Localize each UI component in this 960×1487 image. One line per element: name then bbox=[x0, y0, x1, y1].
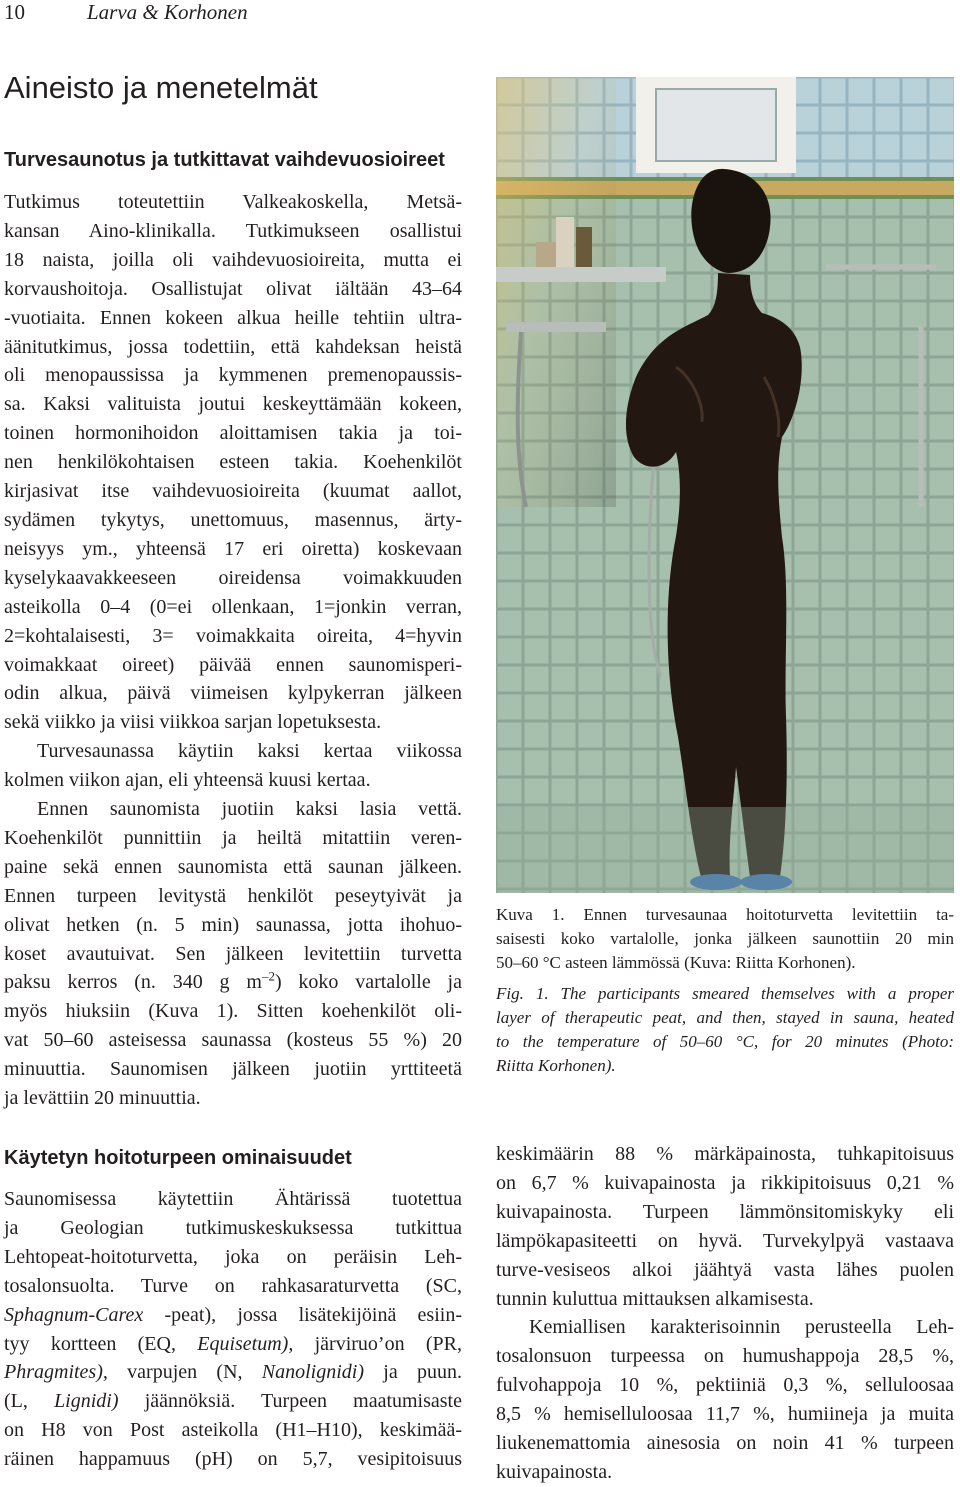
text-line: kirjasivat itse vaihdevuosioireita (kuumat aallot, bbox=[4, 480, 462, 503]
text-line: 8,5 % hemiselluloosaa 11,7 %, humiineja ja muita bbox=[496, 1403, 954, 1426]
text-line: sekä viikko ja viisi viikkoa sarjan lopetuksesta. bbox=[4, 711, 382, 734]
species-name: Phragmites), bbox=[4, 1361, 108, 1384]
figure-caption-fi bbox=[496, 903, 954, 975]
text-line: olivat hetken (n. 5 min) saunassa, jotta ihohuo- bbox=[4, 913, 462, 936]
text-line-species bbox=[4, 1301, 462, 1330]
text-line: Lehtopeat-hoitoturvetta, joka on peräisin Leh- bbox=[4, 1245, 462, 1268]
text-line: Saunomisessa käytettiin Ähtärissä tuotettua bbox=[4, 1188, 462, 1210]
text-line: kansan Aino-klinikalla. Tutkimukseen osallistui bbox=[4, 219, 462, 242]
text-line: turve-vesiseos alkoi jäähtyä vasta lähes puolen bbox=[496, 1258, 954, 1281]
text-line: tunnin kuluttua mittauksen alkamisesta. bbox=[496, 1287, 814, 1310]
text-line: Ennen turpeen levitystä henkilöt peseytyivät ja bbox=[4, 884, 462, 907]
text-segment: paksu kerros (n. 340 g m bbox=[4, 971, 262, 994]
text-line: myös hiuksiin (Kuva 1). Sitten koehenkilöt oli- bbox=[4, 1000, 462, 1023]
species-name: Sphagnum-Carex bbox=[4, 1303, 144, 1326]
caption-line: to the temperature of 50–60 °C, for 20 minutes (Photo: bbox=[496, 1032, 954, 1051]
text-line: lämpökapasiteetti on hyvä. Turvekylpyä vastaava bbox=[496, 1229, 954, 1252]
text-line: paine sekä ennen saunomista että saunan jälkeen. bbox=[4, 855, 462, 878]
species-name: Equisetum), bbox=[197, 1332, 294, 1355]
body-text-methods bbox=[4, 188, 462, 1113]
text-line: asteikolla 0–4 (0=ei ollenkaan, 1=jonkin verran, bbox=[4, 595, 462, 618]
subsection-title-peat: Käytetyn hoitoturpeen ominaisuudet bbox=[4, 1147, 352, 1169]
body-text-peat-chemistry bbox=[496, 1140, 954, 1487]
text-line: sa. Kaksi valituista joutui keskeyttämään kokeen, bbox=[4, 393, 462, 416]
text-line: ja Geologian tutkimuskeskuksessa tutkittua bbox=[4, 1216, 462, 1239]
text-line: ja levättiin 20 minuuttia. bbox=[4, 1087, 201, 1110]
text-line: sydämen tykytys, unettomuus, masennus, ärty- bbox=[4, 508, 462, 531]
text-line-species bbox=[4, 1330, 462, 1359]
text-line: nen henkilökohtaisen esteen takia. Koehenkilöt bbox=[4, 451, 462, 474]
text-segment: jäännöksiä. Turpeen maatumisaste bbox=[118, 1390, 462, 1413]
text-line: voimakkaat oireet) päivää ennen saunomisperi- bbox=[4, 653, 462, 676]
text-line: kuivapainosta. Turpeen lämmönsitomiskyky eli bbox=[496, 1200, 954, 1223]
text-line: Ennen saunomista juotiin kaksi lasia vettä. bbox=[37, 798, 462, 821]
text-line: tosalonsuolta. Turve on rahkasaraturvetta (SC, bbox=[4, 1274, 462, 1297]
text-line: toinen hormonihoidon aloittamisen takia ja toi- bbox=[4, 422, 462, 445]
text-line: liukenemattomia ainesosia on noin 41 % turpeen bbox=[496, 1432, 954, 1455]
caption-line: 50–60 °C asteen lämmössä (Kuva: Riitta Korhonen). bbox=[496, 953, 856, 972]
caption-line: saisesti koko vartalolle, jonka jälkeen saunottiin 20 min bbox=[496, 929, 954, 948]
text-line: minuuttia. Saunomisen jälkeen juotiin yrttiteetä bbox=[4, 1058, 462, 1081]
text-line-species bbox=[4, 1387, 462, 1416]
text-line-peat-amount bbox=[4, 968, 462, 997]
text-line: fulvohappoja 10 %, pektiiniä 0,3 %, selluloosaa bbox=[496, 1374, 954, 1397]
text-segment: ja puun. bbox=[364, 1361, 462, 1384]
caption-line: Fig. 1. The participants smeared themselves with a proper bbox=[496, 984, 954, 1003]
text-line: tosalonsuon turpeessa on humushappoja 28,5 %, bbox=[496, 1345, 954, 1368]
text-segment: tyy kortteen (EQ, bbox=[4, 1332, 198, 1355]
text-line: Tutkimus toteutettiin Valkeakoskella, Metsä- bbox=[4, 191, 462, 213]
text-line: -vuotiaita. Ennen kokeen alkua heille tehtiin ultra- bbox=[4, 306, 462, 329]
page-number: 10 bbox=[4, 0, 25, 24]
subsection-title-sauna: Turvesaunotus ja tutkittavat vaihdevuosioireet bbox=[4, 149, 445, 171]
text-line: Koehenkilöt punnittiin ja heiltä mitattiin veren- bbox=[4, 826, 462, 849]
caption-line: layer of therapeutic peat, and then, stayed in sauna, heated bbox=[496, 1008, 954, 1027]
text-line: on 6,7 % kuivapainosta ja rikkipitoisuus 0,21 % bbox=[496, 1171, 954, 1194]
text-segment: varpujen (N, bbox=[107, 1361, 262, 1384]
body-text-peat-properties bbox=[4, 1185, 462, 1474]
exponent: –2 bbox=[261, 968, 275, 984]
text-line: äänitutkimus, jossa todettiin, että kahdeksan heistä bbox=[4, 335, 462, 358]
text-segment: järviruo’on (PR, bbox=[293, 1332, 462, 1355]
text-line: odin alkua, päivä viimeisen kylpykerran jälkeen bbox=[4, 682, 462, 705]
text-segment: -peat), jossa lisätekijöinä esiin- bbox=[143, 1303, 462, 1326]
running-header bbox=[4, 0, 248, 24]
text-line: oli menopaussissa ja kymmenen premenopaussis- bbox=[4, 364, 462, 387]
text-line: kolmen viikon ajan, eli yhteensä kuusi kertaa. bbox=[4, 769, 371, 792]
text-line: 18 naista, joilla oli vaihdevuosioireita, mutta ei bbox=[4, 248, 462, 271]
caption-line: Kuva 1. Ennen turvesaunaa hoitoturvetta levitettiin ta- bbox=[496, 905, 954, 924]
section-title: Aineisto ja menetelmät bbox=[4, 70, 318, 105]
text-line: keskimäärin 88 % märkäpainosta, tuhkapitoisuus bbox=[496, 1143, 954, 1165]
species-name: Nanolignidi) bbox=[261, 1361, 365, 1384]
text-segment: (L, bbox=[4, 1390, 55, 1413]
figure-photo-peat-sauna bbox=[496, 77, 954, 893]
running-header-authors: Larva & Korhonen bbox=[87, 0, 248, 24]
text-line: koset avautuivat. Sen jälkeen levitettiin turvetta bbox=[4, 942, 462, 965]
caption-line: Riitta Korhonen). bbox=[496, 1056, 616, 1075]
text-line-species bbox=[4, 1358, 462, 1387]
text-line: neisyys ym., yhteensä 17 eri oiretta) koskevaan bbox=[4, 537, 462, 560]
species-name: Lignidi) bbox=[54, 1390, 119, 1413]
text-segment: ) koko vartalolle ja bbox=[274, 971, 462, 994]
text-line: kyselykaavakkeeseen oireidensa voimakkuuden bbox=[4, 566, 462, 589]
text-line: korvaushoitoja. Osallistujat olivat iältään 43–64 bbox=[4, 277, 462, 300]
text-line: räinen happamuus (pH) on 5,7, vesipitoisuus bbox=[4, 1448, 462, 1471]
text-line: Turvesaunassa käytiin kaksi kertaa viikossa bbox=[37, 740, 462, 763]
figure-caption-en bbox=[496, 982, 954, 1078]
text-line: Kemiallisen karakterisoinnin perusteella Leh- bbox=[529, 1316, 954, 1339]
text-line: vat 50–60 asteisessa saunassa (kosteus 55 %) 20 bbox=[4, 1029, 462, 1052]
text-line: kuivapainosta. bbox=[496, 1460, 613, 1483]
text-line: on H8 von Post asteikolla (H1–H10), keskimää- bbox=[4, 1419, 462, 1442]
text-line: 2=kohtalaisesti, 3= voimakkaita oireita, 4=hyvin bbox=[4, 624, 462, 647]
